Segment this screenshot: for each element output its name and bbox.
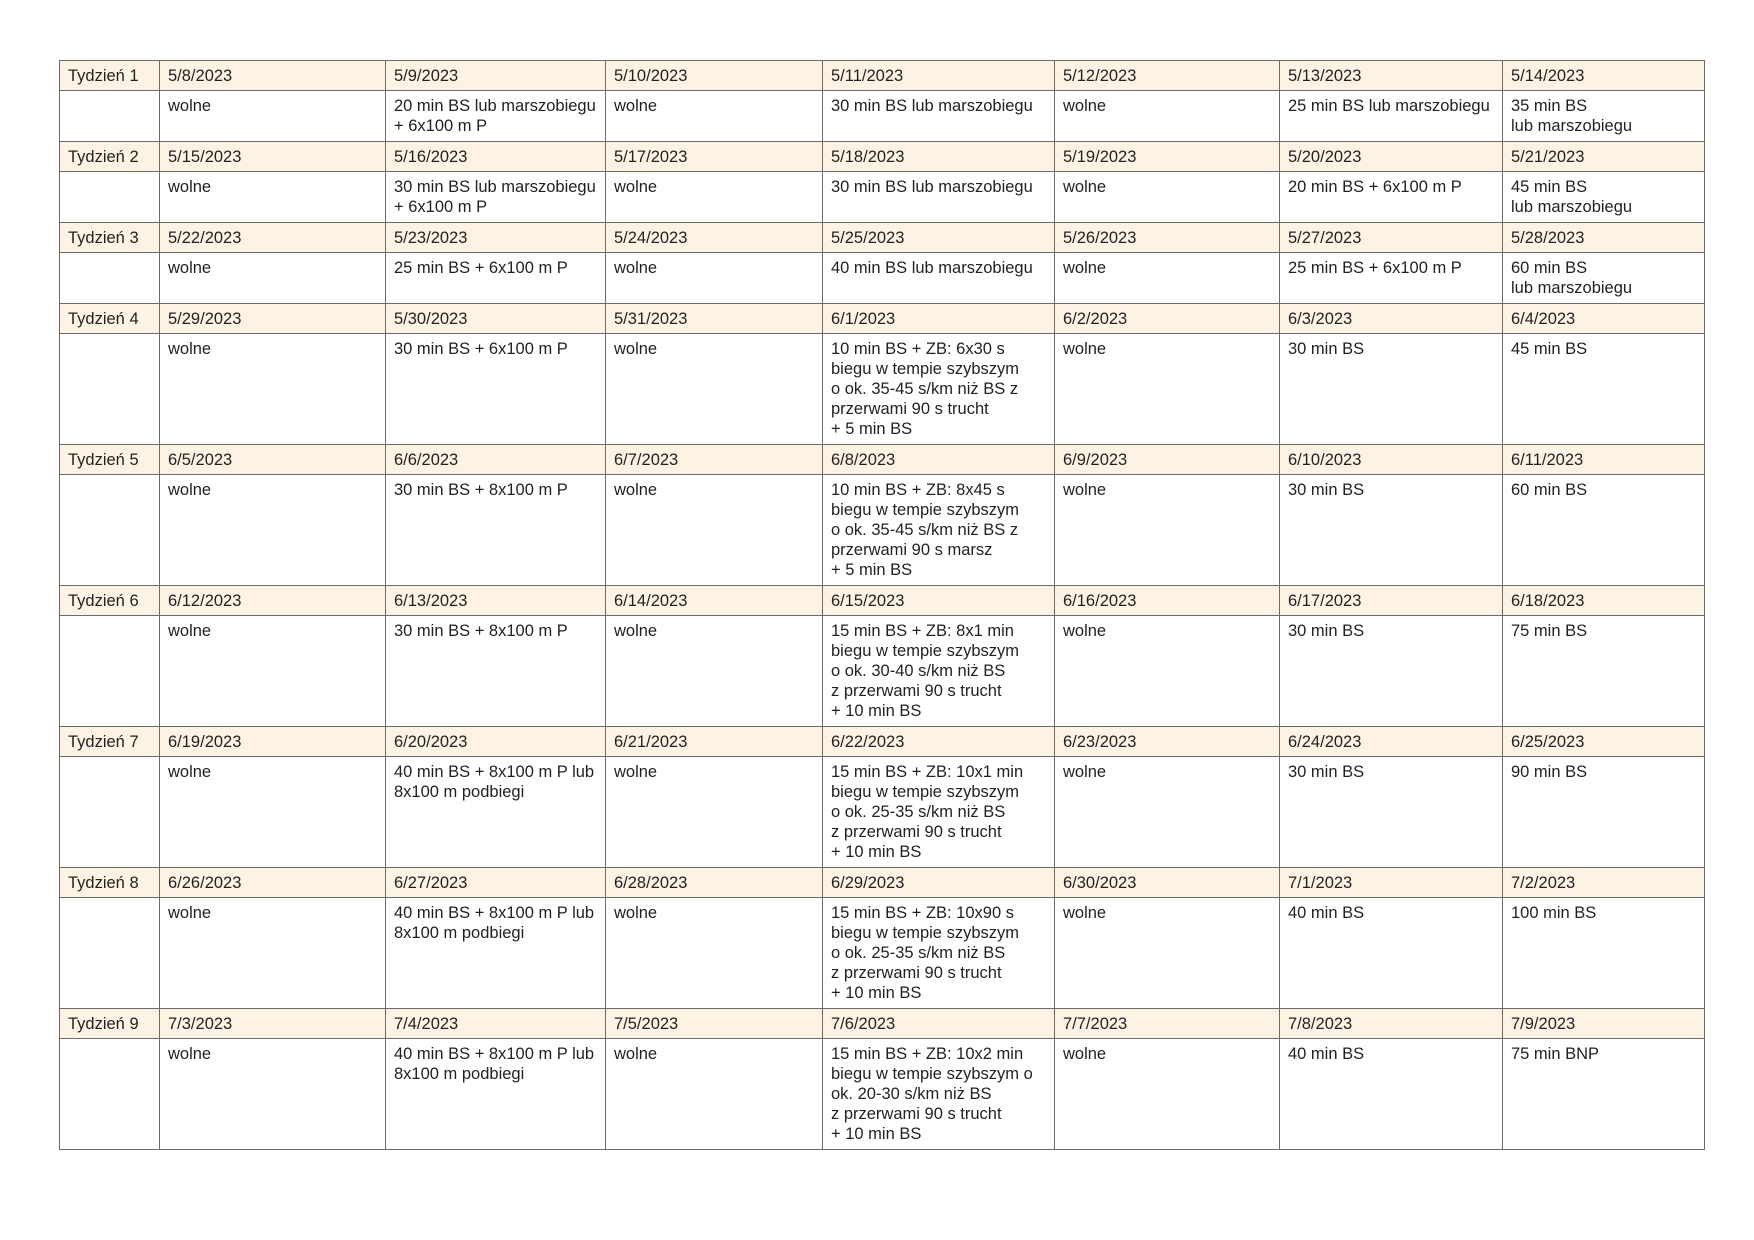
week-workout-row (60, 1039, 1705, 1150)
week-label: Tydzień 8 (60, 868, 160, 898)
week-date-row (60, 727, 1705, 757)
workout-cell: 75 min BS (1503, 616, 1705, 727)
workout-cell: wolne (160, 1039, 386, 1150)
week-label: Tydzień 2 (60, 142, 160, 172)
date-cell: 6/14/2023 (606, 586, 823, 616)
workout-cell: wolne (606, 253, 823, 304)
empty-label-cell (60, 334, 160, 445)
workout-cell: 40 min BS + 8x100 m P lub 8x100 m podbiegi (386, 898, 606, 1009)
workout-cell: wolne (606, 757, 823, 868)
date-cell: 5/26/2023 (1055, 223, 1280, 253)
workout-cell: 45 min BS lub marszobiegu (1503, 172, 1705, 223)
workout-cell: 10 min BS + ZB: 6x30 s biegu w tempie szybszym o ok. 35-45 s/km niż BS z przerwami 90 s trucht + 5 min BS (823, 334, 1055, 445)
date-cell: 6/13/2023 (386, 586, 606, 616)
date-cell: 5/21/2023 (1503, 142, 1705, 172)
workout-cell: 90 min BS (1503, 757, 1705, 868)
week-workout-row (60, 253, 1705, 304)
empty-label-cell (60, 475, 160, 586)
date-cell: 6/1/2023 (823, 304, 1055, 334)
workout-cell: 35 min BS lub marszobiegu (1503, 91, 1705, 142)
date-cell: 5/27/2023 (1280, 223, 1503, 253)
training-plan-table (59, 60, 1705, 1150)
date-cell: 5/31/2023 (606, 304, 823, 334)
date-cell: 5/14/2023 (1503, 61, 1705, 91)
week-label: Tydzień 3 (60, 223, 160, 253)
workout-cell: 60 min BS lub marszobiegu (1503, 253, 1705, 304)
date-cell: 6/21/2023 (606, 727, 823, 757)
workout-cell: 40 min BS + 8x100 m P lub 8x100 m podbiegi (386, 1039, 606, 1150)
date-cell: 6/9/2023 (1055, 445, 1280, 475)
workout-cell: wolne (606, 475, 823, 586)
date-cell: 7/4/2023 (386, 1009, 606, 1039)
workout-cell: wolne (1055, 253, 1280, 304)
date-cell: 5/29/2023 (160, 304, 386, 334)
week-workout-row (60, 757, 1705, 868)
workout-cell: 30 min BS + 8x100 m P (386, 475, 606, 586)
date-cell: 5/23/2023 (386, 223, 606, 253)
training-plan-page (59, 60, 1704, 1150)
workout-cell: 40 min BS (1280, 898, 1503, 1009)
week-workout-row (60, 334, 1705, 445)
date-cell: 6/12/2023 (160, 586, 386, 616)
date-cell: 6/2/2023 (1055, 304, 1280, 334)
workout-cell: wolne (606, 91, 823, 142)
workout-cell: 30 min BS lub marszobiegu (823, 172, 1055, 223)
workout-cell: 40 min BS lub marszobiegu (823, 253, 1055, 304)
date-cell: 6/30/2023 (1055, 868, 1280, 898)
week-workout-row (60, 475, 1705, 586)
workout-cell: 15 min BS + ZB: 8x1 min biegu w tempie szybszym o ok. 30-40 s/km niż BS z przerwami 90 s trucht + 10 min BS (823, 616, 1055, 727)
week-workout-row (60, 172, 1705, 223)
empty-label-cell (60, 172, 160, 223)
date-cell: 6/5/2023 (160, 445, 386, 475)
date-cell: 5/13/2023 (1280, 61, 1503, 91)
date-cell: 6/16/2023 (1055, 586, 1280, 616)
date-cell: 7/6/2023 (823, 1009, 1055, 1039)
workout-cell: wolne (606, 172, 823, 223)
workout-cell: wolne (160, 475, 386, 586)
date-cell: 5/22/2023 (160, 223, 386, 253)
week-label: Tydzień 1 (60, 61, 160, 91)
workout-cell: 15 min BS + ZB: 10x2 min biegu w tempie szybszym o ok. 20-30 s/km niż BS z przerwami 90 s trucht + 10 min BS (823, 1039, 1055, 1150)
date-cell: 6/8/2023 (823, 445, 1055, 475)
week-workout-row (60, 616, 1705, 727)
date-cell: 7/1/2023 (1280, 868, 1503, 898)
workout-cell: wolne (160, 91, 386, 142)
workout-cell: 40 min BS (1280, 1039, 1503, 1150)
date-cell: 6/29/2023 (823, 868, 1055, 898)
workout-cell: 100 min BS (1503, 898, 1705, 1009)
workout-cell: wolne (606, 616, 823, 727)
workout-cell: 20 min BS lub marszobiegu + 6x100 m P (386, 91, 606, 142)
date-cell: 6/10/2023 (1280, 445, 1503, 475)
date-cell: 5/24/2023 (606, 223, 823, 253)
date-cell: 6/4/2023 (1503, 304, 1705, 334)
week-date-row (60, 1009, 1705, 1039)
week-label: Tydzień 7 (60, 727, 160, 757)
date-cell: 6/23/2023 (1055, 727, 1280, 757)
workout-cell: wolne (160, 757, 386, 868)
week-date-row (60, 586, 1705, 616)
workout-cell: wolne (160, 898, 386, 1009)
workout-cell: 45 min BS (1503, 334, 1705, 445)
date-cell: 6/20/2023 (386, 727, 606, 757)
date-cell: 6/27/2023 (386, 868, 606, 898)
date-cell: 5/11/2023 (823, 61, 1055, 91)
workout-cell: wolne (160, 172, 386, 223)
workout-cell: wolne (1055, 91, 1280, 142)
workout-cell: wolne (1055, 172, 1280, 223)
date-cell: 6/3/2023 (1280, 304, 1503, 334)
empty-label-cell (60, 616, 160, 727)
workout-cell: wolne (1055, 898, 1280, 1009)
date-cell: 5/19/2023 (1055, 142, 1280, 172)
date-cell: 6/24/2023 (1280, 727, 1503, 757)
workout-cell: 30 min BS (1280, 334, 1503, 445)
date-cell: 6/7/2023 (606, 445, 823, 475)
workout-cell: 60 min BS (1503, 475, 1705, 586)
date-cell: 5/30/2023 (386, 304, 606, 334)
date-cell: 6/22/2023 (823, 727, 1055, 757)
date-cell: 5/16/2023 (386, 142, 606, 172)
workout-cell: wolne (160, 616, 386, 727)
week-workout-row (60, 898, 1705, 1009)
date-cell: 7/5/2023 (606, 1009, 823, 1039)
workout-cell: 30 min BS lub marszobiegu (823, 91, 1055, 142)
week-date-row (60, 61, 1705, 91)
date-cell: 6/15/2023 (823, 586, 1055, 616)
week-date-row (60, 868, 1705, 898)
week-date-row (60, 445, 1705, 475)
training-plan-body (60, 61, 1705, 1150)
workout-cell: 30 min BS (1280, 616, 1503, 727)
date-cell: 5/17/2023 (606, 142, 823, 172)
date-cell: 5/12/2023 (1055, 61, 1280, 91)
week-label: Tydzień 9 (60, 1009, 160, 1039)
workout-cell: 15 min BS + ZB: 10x90 s biegu w tempie szybszym o ok. 25-35 s/km niż BS z przerwami 90 s trucht + 10 min BS (823, 898, 1055, 1009)
empty-label-cell (60, 757, 160, 868)
empty-label-cell (60, 1039, 160, 1150)
workout-cell: 10 min BS + ZB: 8x45 s biegu w tempie szybszym o ok. 35-45 s/km niż BS z przerwami 90 s marsz + 5 min BS (823, 475, 1055, 586)
date-cell: 6/18/2023 (1503, 586, 1705, 616)
date-cell: 7/8/2023 (1280, 1009, 1503, 1039)
workout-cell: wolne (1055, 1039, 1280, 1150)
week-date-row (60, 142, 1705, 172)
workout-cell: wolne (1055, 475, 1280, 586)
workout-cell: wolne (606, 1039, 823, 1150)
week-date-row (60, 304, 1705, 334)
empty-label-cell (60, 898, 160, 1009)
workout-cell: 25 min BS lub marszobiegu (1280, 91, 1503, 142)
date-cell: 5/10/2023 (606, 61, 823, 91)
workout-cell: 30 min BS lub marszobiegu + 6x100 m P (386, 172, 606, 223)
workout-cell: 40 min BS + 8x100 m P lub 8x100 m podbiegi (386, 757, 606, 868)
date-cell: 6/26/2023 (160, 868, 386, 898)
workout-cell: wolne (160, 253, 386, 304)
date-cell: 6/11/2023 (1503, 445, 1705, 475)
week-label: Tydzień 5 (60, 445, 160, 475)
date-cell: 5/20/2023 (1280, 142, 1503, 172)
date-cell: 6/19/2023 (160, 727, 386, 757)
date-cell: 5/28/2023 (1503, 223, 1705, 253)
workout-cell: 30 min BS (1280, 475, 1503, 586)
workout-cell: 15 min BS + ZB: 10x1 min biegu w tempie szybszym o ok. 25-35 s/km niż BS z przerwami 90 s trucht + 10 min BS (823, 757, 1055, 868)
workout-cell: 25 min BS + 6x100 m P (1280, 253, 1503, 304)
workout-cell: wolne (1055, 757, 1280, 868)
workout-cell: 30 min BS + 6x100 m P (386, 334, 606, 445)
date-cell: 7/2/2023 (1503, 868, 1705, 898)
workout-cell: wolne (1055, 616, 1280, 727)
empty-label-cell (60, 91, 160, 142)
workout-cell: 30 min BS (1280, 757, 1503, 868)
date-cell: 6/25/2023 (1503, 727, 1705, 757)
date-cell: 6/28/2023 (606, 868, 823, 898)
date-cell: 6/17/2023 (1280, 586, 1503, 616)
date-cell: 5/8/2023 (160, 61, 386, 91)
week-label: Tydzień 6 (60, 586, 160, 616)
week-label: Tydzień 4 (60, 304, 160, 334)
workout-cell: wolne (606, 334, 823, 445)
date-cell: 5/18/2023 (823, 142, 1055, 172)
workout-cell: 20 min BS + 6x100 m P (1280, 172, 1503, 223)
workout-cell: 25 min BS + 6x100 m P (386, 253, 606, 304)
empty-label-cell (60, 253, 160, 304)
workout-cell: wolne (160, 334, 386, 445)
date-cell: 7/9/2023 (1503, 1009, 1705, 1039)
week-date-row (60, 223, 1705, 253)
date-cell: 5/15/2023 (160, 142, 386, 172)
date-cell: 7/7/2023 (1055, 1009, 1280, 1039)
workout-cell: wolne (606, 898, 823, 1009)
date-cell: 5/9/2023 (386, 61, 606, 91)
date-cell: 7/3/2023 (160, 1009, 386, 1039)
date-cell: 6/6/2023 (386, 445, 606, 475)
workout-cell: 30 min BS + 8x100 m P (386, 616, 606, 727)
date-cell: 5/25/2023 (823, 223, 1055, 253)
workout-cell: wolne (1055, 334, 1280, 445)
workout-cell: 75 min BNP (1503, 1039, 1705, 1150)
week-workout-row (60, 91, 1705, 142)
